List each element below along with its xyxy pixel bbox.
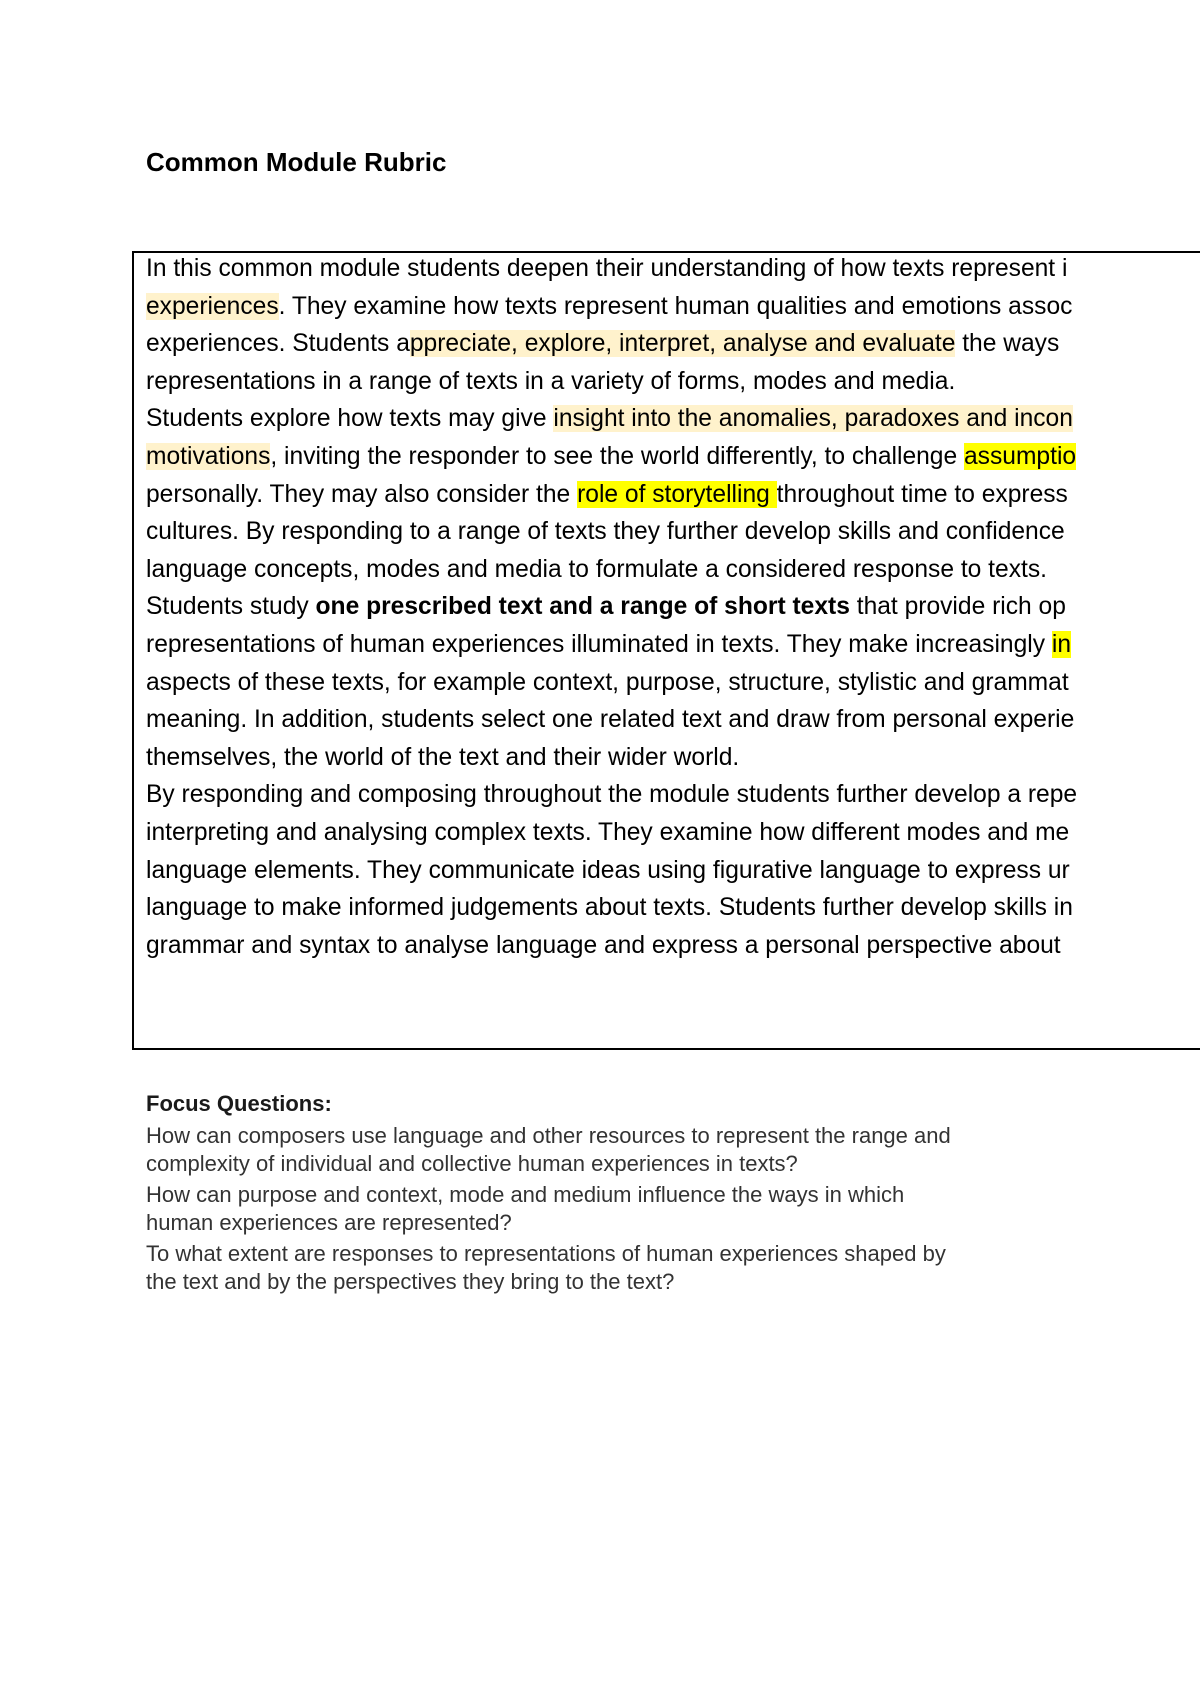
rubric-line bbox=[146, 664, 1200, 702]
highlighted-text-segment: motivations bbox=[146, 442, 271, 470]
rubric-line bbox=[146, 588, 1200, 626]
rubric-text-segment: Students study bbox=[146, 593, 316, 621]
focus-question bbox=[146, 1181, 1076, 1237]
rubric-line bbox=[146, 438, 1200, 476]
rubric-text-segment: By responding and composing throughout the module students further develop a repe bbox=[146, 781, 1078, 809]
rubric-line bbox=[146, 852, 1200, 890]
highlighted-text-segment: ppreciate, explore, interpret, analyse and evaluate bbox=[409, 330, 956, 358]
rubric-line bbox=[146, 513, 1200, 551]
rubric-text-segment: cultures. By responding to a range of texts they further develop skills and confidence bbox=[146, 518, 1065, 546]
focus-question-line: human experiences are represented? bbox=[146, 1210, 512, 1235]
rubric-text-segment: aspects of these texts, for example context, purpose, structure, stylistic and grammat bbox=[146, 668, 1069, 696]
rubric-text-segment: In this common module students deepen their understanding of how texts represent i bbox=[146, 255, 1068, 282]
rubric-text-segment: personally. They may also consider the bbox=[146, 480, 578, 508]
rubric-line bbox=[146, 250, 1200, 288]
rubric-text-segment: themselves, the world of the text and their wider world. bbox=[146, 743, 740, 771]
rubric-text-segment: grammar and syntax to analyse language and express a personal perspective about bbox=[146, 931, 1061, 959]
rubric-line bbox=[146, 927, 1200, 965]
rubric-text-segment: representations of human experiences illuminated in texts. They make increasingly bbox=[146, 630, 1052, 658]
rubric-text-segment: Students explore how texts may give bbox=[146, 405, 554, 433]
rubric-line bbox=[146, 325, 1200, 363]
focus-questions-list bbox=[146, 1122, 1076, 1296]
focus-question bbox=[146, 1240, 1076, 1296]
rubric-text-segment: language to make informed judgements about texts. Students further develop skills in bbox=[146, 894, 1073, 922]
highlighted-text-segment: experiences bbox=[146, 292, 279, 320]
focus-question-line: How can purpose and context, mode and medium influence the ways in which bbox=[146, 1182, 905, 1207]
rubric-line bbox=[146, 288, 1200, 326]
rubric-line bbox=[146, 626, 1200, 664]
focus-question-line: To what extent are responses to representations of human experiences shaped by bbox=[146, 1241, 946, 1266]
rubric-line bbox=[146, 400, 1200, 438]
rubric-text-segment: language concepts, modes and media to formulate a considered response to texts. bbox=[146, 555, 1047, 583]
rubric-text bbox=[146, 250, 1200, 964]
rubric-text-segment: interpreting and analysing complex texts. They examine how different modes and me bbox=[146, 818, 1070, 846]
rubric-text-segment: experiences. Students a bbox=[146, 330, 410, 358]
highlighted-text-segment: insight into the anomalies, paradoxes and incon bbox=[553, 405, 1073, 433]
focus-question-line: complexity of individual and collective human experiences in texts? bbox=[146, 1151, 798, 1176]
rubric-line bbox=[146, 476, 1200, 514]
focus-question bbox=[146, 1122, 1076, 1178]
rubric-line bbox=[146, 551, 1200, 589]
highlighted-text-segment: role of storytelling bbox=[577, 480, 777, 508]
bold-text-segment: one prescribed text and a range of short texts bbox=[315, 593, 850, 621]
rubric-line bbox=[146, 739, 1200, 777]
focus-questions-heading: Focus Questions: bbox=[146, 1091, 332, 1116]
rubric-text-segment: , inviting the responder to see the world differently, to challenge bbox=[270, 442, 964, 470]
rubric-line bbox=[146, 701, 1200, 739]
page-title: Common Module Rubric bbox=[146, 147, 447, 177]
rubric-text-segment: that provide rich op bbox=[849, 593, 1066, 621]
rubric-text-segment: throughout time to express bbox=[776, 480, 1068, 508]
rubric-text-segment: representations in a range of texts in a variety of forms, modes and media. bbox=[146, 367, 956, 395]
rubric-line bbox=[146, 776, 1200, 814]
rubric-text-segment: language elements. They communicate ideas using figurative language to express ur bbox=[146, 856, 1070, 884]
rubric-line bbox=[146, 889, 1200, 927]
highlighted-text-segment: assumptio bbox=[964, 442, 1077, 470]
rubric-line bbox=[146, 363, 1200, 401]
highlighted-text-segment: in bbox=[1051, 630, 1072, 658]
rubric-text-segment: meaning. In addition, students select one related text and draw from personal experie bbox=[146, 706, 1075, 734]
rubric-text-segment: . They examine how texts represent human qualities and emotions assoc bbox=[278, 292, 1073, 320]
focus-question-line: the text and by the perspectives they bring to the text? bbox=[146, 1269, 675, 1294]
focus-question-line: How can composers use language and other resources to represent the range and bbox=[146, 1123, 951, 1148]
rubric-line bbox=[146, 814, 1200, 852]
rubric-text-segment: the ways bbox=[955, 330, 1060, 358]
